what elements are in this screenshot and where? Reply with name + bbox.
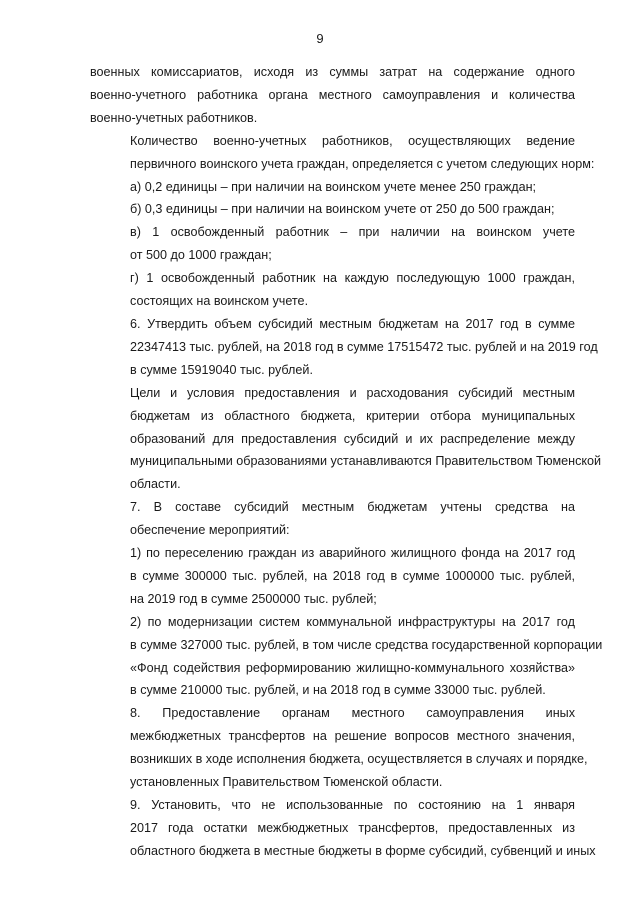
text-line: 8. Предоставление органам местного самоуправления иных: [130, 706, 575, 721]
text-line: «Фонд содействия реформированию жилищно-коммунального хозяйства»: [130, 660, 575, 675]
document-body: [90, 61, 603, 863]
text-line: военно-учетных работников.: [90, 110, 258, 125]
text-line: образований для предоставления субсидий и их распределение между: [130, 431, 575, 446]
text-line: межбюджетных трансфертов на решение вопросов местного значения,: [130, 729, 575, 744]
paragraph: [90, 267, 575, 313]
text-line: на 2019 год в сумме 2500000 тыс. рублей;: [130, 591, 377, 606]
text-line: военных комиссариатов, исходя из суммы затрат на содержание одного: [90, 65, 575, 79]
text-line: 9. Установить, что не использованные по состоянию на 1 января: [130, 798, 575, 812]
text-line: в сумме 15919040 тыс. рублей.: [130, 362, 313, 377]
text-line: 2) по модернизации систем коммунальной инфраструктуры на 2017 год: [130, 614, 575, 629]
paragraph: [90, 313, 598, 382]
paragraph: [90, 130, 595, 176]
text-line: состоящих на воинском учете.: [130, 294, 309, 309]
page-number: 9: [316, 31, 324, 46]
text-line: 1) по переселению граждан из аварийного жилищного фонда на 2017 год: [130, 546, 575, 561]
text-line: в) 1 освобожденный работник – при наличии на воинском учете: [130, 225, 575, 240]
text-line: Цели и условия предоставления и расходования субсидий местным: [130, 385, 575, 400]
paragraph: [90, 61, 575, 130]
paragraph: [90, 382, 602, 497]
text-line: в сумме 210000 тыс. рублей, и на 2018 год в сумме 33000 тыс. рублей.: [130, 683, 546, 698]
text-line: областного бюджета в местные бюджеты в форме субсидий, субвенций и иных: [130, 843, 596, 858]
text-line: в сумме 300000 тыс. рублей, на 2018 год в сумме 1000000 тыс. рублей,: [130, 568, 575, 583]
text-line: области.: [130, 477, 181, 492]
text-line: первичного воинского учета граждан, определяется с учетом следующих норм:: [130, 156, 595, 171]
text-line: а) 0,2 единицы – при наличии на воинском учете менее 250 граждан;: [130, 179, 537, 194]
text-line: 7. В составе субсидий местным бюджетам учтены средства на: [130, 500, 575, 515]
text-line: г) 1 освобожденный работник на каждую последующую 1000 граждан,: [130, 271, 575, 286]
text-line: возникших в ходе исполнения бюджета, осуществляется в случаях и порядке,: [130, 752, 588, 767]
paragraph: [90, 176, 575, 199]
text-line: от 500 до 1000 граждан;: [130, 248, 272, 263]
text-line: б) 0,3 единицы – при наличии на воинском учете от 250 до 500 граждан;: [130, 202, 555, 217]
paragraph: [90, 542, 575, 611]
text-line: бюджетам из областного бюджета, критерии отбора муниципальных: [130, 408, 575, 423]
paragraph: [90, 611, 603, 703]
text-line: установленных Правительством Тюменской области.: [130, 775, 443, 790]
paragraph: [90, 794, 596, 863]
text-line: Количество военно-учетных работников, осуществляющих ведение: [130, 133, 575, 148]
paragraph: [90, 198, 575, 221]
paragraph: [90, 496, 575, 542]
text-line: военно-учетного работника органа местного самоуправления и количества: [90, 87, 575, 102]
paragraph: [90, 702, 588, 794]
text-line: обеспечение мероприятий:: [130, 523, 290, 538]
paragraph: [90, 221, 575, 267]
text-line: 2017 года остатки межбюджетных трансфертов, предоставленных из: [130, 820, 575, 835]
text-line: муниципальными образованиями устанавливаются Правительством Тюменской: [130, 454, 602, 469]
text-line: 22347413 тыс. рублей, на 2018 год в сумме 17515472 тыс. рублей и на 2019 год: [130, 339, 598, 354]
text-line: 6. Утвердить объем субсидий местным бюджетам на 2017 год в сумме: [130, 316, 575, 331]
text-line: в сумме 327000 тыс. рублей, в том числе средства государственной корпорации: [130, 637, 603, 652]
